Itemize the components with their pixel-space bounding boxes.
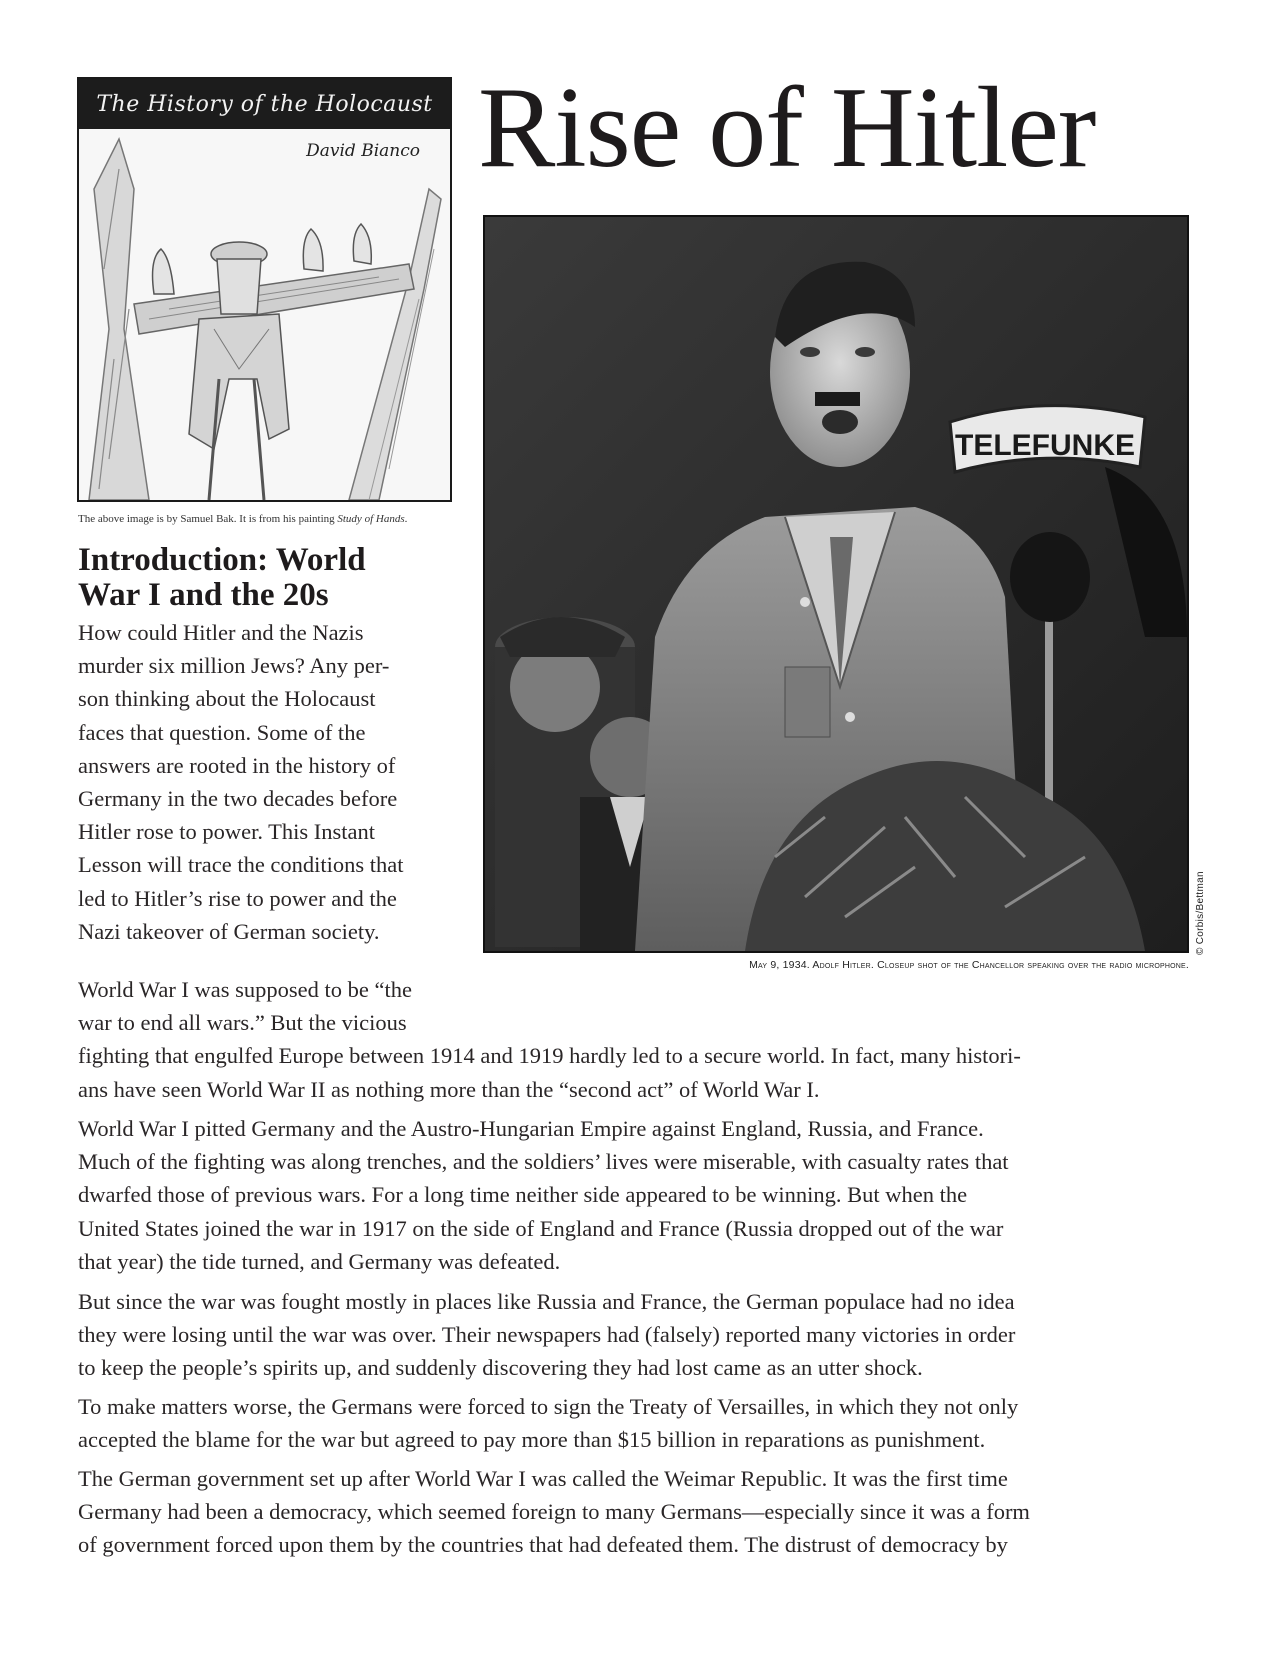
- microphone-sign: TELEFUNKE: [955, 429, 1135, 462]
- text-line: Germany had been a democracy, which seemed foreign to many Germans—especially since it was a form: [78, 1499, 1030, 1525]
- photo-credit: © Corbis/Bettman: [1195, 871, 1206, 955]
- text-line: To make matters worse, the Germans were forced to sign the Treaty of Versailles, in which they not only: [78, 1394, 1019, 1419]
- section-heading-line: Introduction: World: [78, 542, 366, 578]
- text-line: they were losing until the war was over. Their newspapers had (falsely) reported many victories in order: [78, 1322, 1016, 1348]
- text-line: The German government set up after World War I was called the Weimar Republic. It was the first time: [78, 1466, 1008, 1491]
- body-paragraph: [78, 1462, 1190, 1562]
- text-line: to keep the people’s spirits up, and suddenly discovering they had lost came as an utter shock.: [78, 1355, 923, 1381]
- cover-author: David Bianco: [306, 141, 420, 161]
- cover-artwork: [79, 129, 450, 500]
- text-line: Much of the fighting was along trenches, and the soldiers’ lives were miserable, with casualty rates that: [78, 1149, 1009, 1175]
- text-line: Nazi takeover of German society.: [78, 918, 380, 944]
- body-paragraph: [78, 973, 1190, 1106]
- body-paragraph: [78, 1112, 1190, 1278]
- cover-caption-work: Study of Hands: [337, 513, 405, 525]
- body-paragraph: [78, 1390, 1190, 1456]
- text-line: led to Hitler’s rise to power and the: [78, 885, 397, 911]
- page-title: Rise of Hitler: [478, 64, 1096, 192]
- book-cover: [77, 77, 452, 502]
- text-line: answers are rooted in the history of: [78, 752, 396, 778]
- cover-caption-text: The above image is by Samuel Bak. It is from his painting: [78, 513, 338, 525]
- text-line: World War I pitted Germany and the Austro-Hungarian Empire against England, Russia, and France.: [78, 1116, 984, 1141]
- cover-caption: [78, 513, 458, 525]
- text-line: World War I was supposed to be “the: [78, 977, 413, 1002]
- text-line: dwarfed those of previous wars. For a long time neither side appeared to be winning. But when the: [78, 1182, 968, 1208]
- text-line: fighting that engulfed Europe between 1914 and 1919 hardly led to a secure world. In fact, many histori-: [78, 1043, 1021, 1069]
- text-line: that year) the tide turned, and Germany was defeated.: [78, 1248, 561, 1274]
- cover-caption-end: .: [404, 513, 408, 525]
- photo-image: [485, 217, 1187, 951]
- text-line: Hitler rose to power. This Instant: [78, 819, 376, 845]
- text-line: murder six million Jews? Any per-: [78, 653, 390, 679]
- body-paragraph: [78, 1285, 1190, 1385]
- text-line: But since the war was fought mostly in places like Russia and France, the German populace had no idea: [78, 1289, 1015, 1314]
- section-heading: [78, 543, 468, 613]
- photo-caption: May 9, 1934. Adolf Hitler. Closeup shot of the Chancellor speaking over the radio microphone.: [749, 959, 1189, 971]
- cover-series-title: The History of the Holocaust: [79, 79, 450, 129]
- intro-paragraph: [78, 616, 468, 948]
- text-line: faces that question. Some of the: [78, 719, 366, 745]
- text-line: of government forced upon them by the countries that had defeated them. The distrust of democracy by: [78, 1532, 1008, 1558]
- text-line: How could Hitler and the Nazis: [78, 620, 364, 645]
- hitler-photo: [483, 215, 1189, 953]
- text-line: Germany in the two decades before: [78, 786, 398, 812]
- text-line: Lesson will trace the conditions that: [78, 852, 404, 878]
- text-line: war to end all wars.” But the vicious: [78, 1010, 407, 1036]
- text-line: accepted the blame for the war but agreed to pay more than $15 billion in reparations as punishment.: [78, 1427, 986, 1453]
- text-line: son thinking about the Holocaust: [78, 686, 376, 712]
- text-line: ans have seen World War II as nothing more than the “second act” of World War I.: [78, 1076, 820, 1102]
- text-line: United States joined the war in 1917 on the side of England and France (Russia dropped out of the war: [78, 1215, 1004, 1241]
- section-heading-line: War I and the 20s: [78, 577, 329, 613]
